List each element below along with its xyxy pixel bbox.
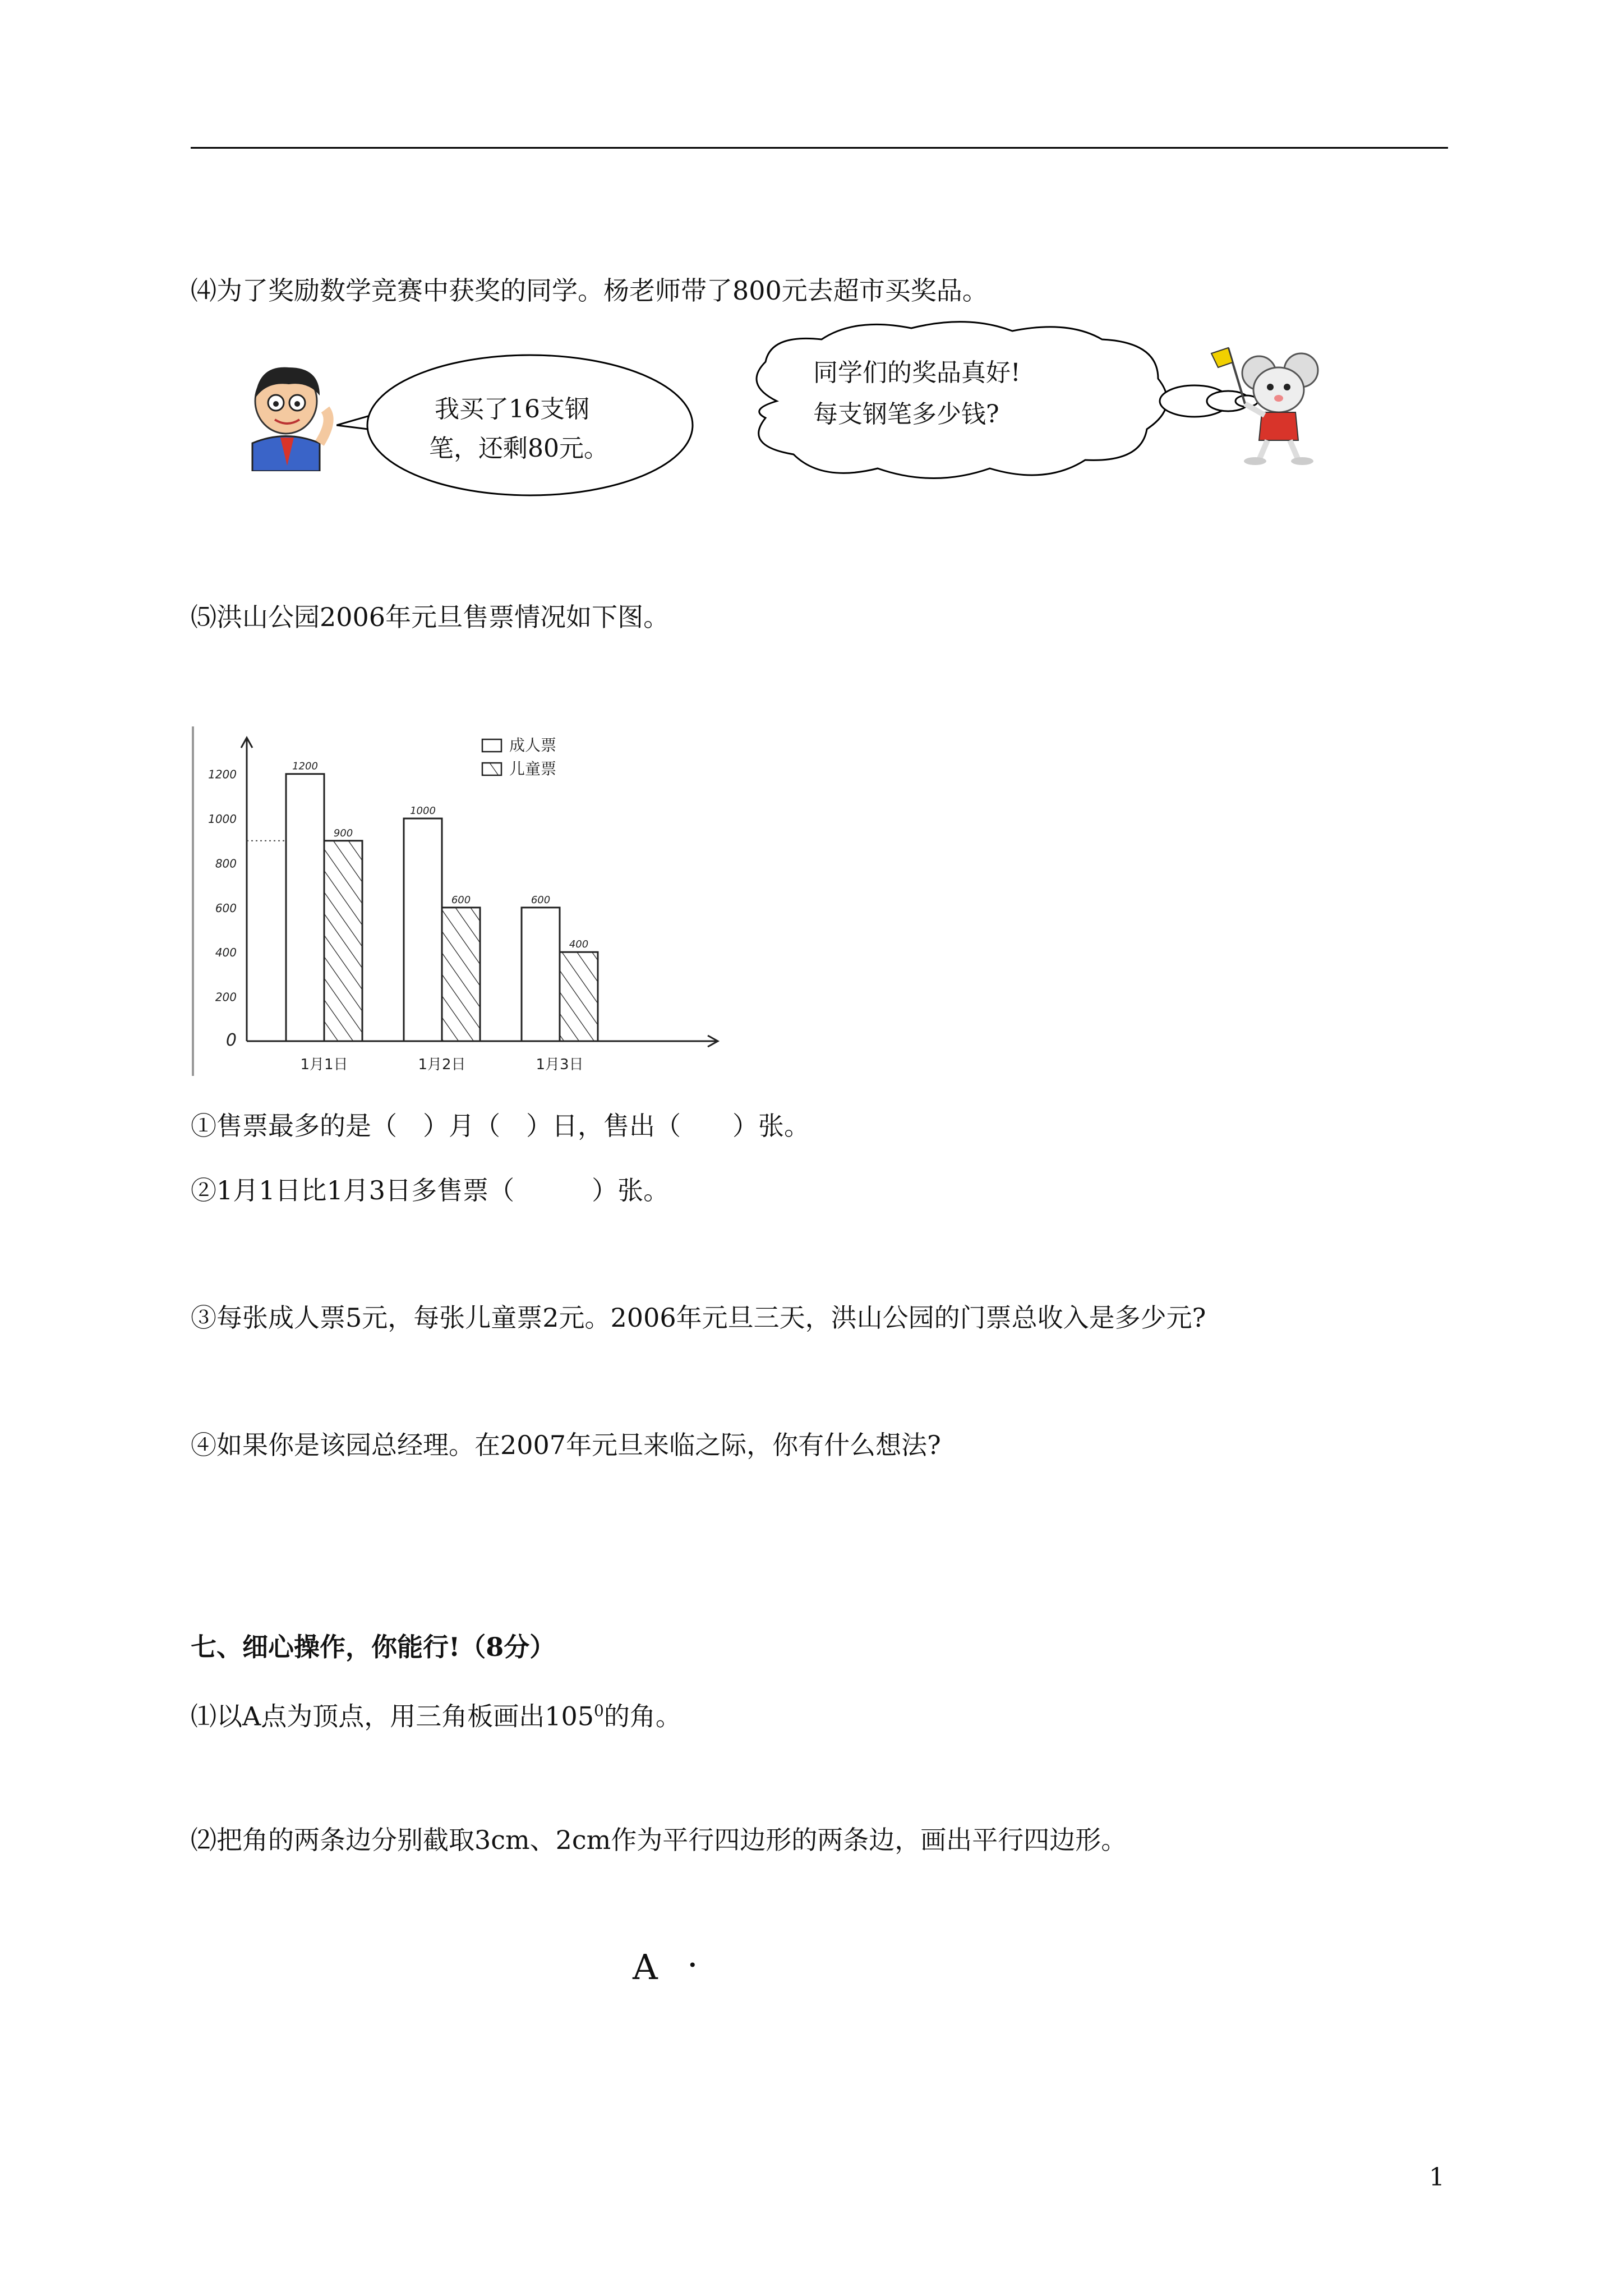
category-label: 1月1日 bbox=[300, 1056, 348, 1073]
category-label: 1月2日 bbox=[418, 1056, 466, 1073]
child-bar bbox=[560, 952, 598, 1041]
section7-q1-tail: 的角。 bbox=[603, 1701, 681, 1732]
legend-adult-swatch bbox=[482, 739, 501, 752]
bar-value-label: 1200 bbox=[292, 760, 318, 772]
y-tick-label: 600 bbox=[215, 901, 237, 915]
teacher-bubble-line-1: 我买了16支钢 bbox=[435, 395, 589, 424]
legend-label: 儿童票 bbox=[509, 760, 557, 778]
adult-bar bbox=[404, 818, 442, 1041]
page-number: 1 bbox=[1429, 2163, 1445, 2192]
ticket-sales-bar-chart bbox=[191, 724, 729, 1088]
q5-sub2: ②1月1日比1月3日多售票（ ）张。 bbox=[191, 1175, 670, 1205]
q4-stem: ⑷为了奖励数学竞赛中获奖的同学。杨老师带了800元去超市买奖品。 bbox=[191, 275, 988, 306]
point-a-label: A bbox=[633, 1947, 658, 1987]
bar-value-label: 400 bbox=[569, 938, 589, 951]
section7-q2: ⑵把角的两条边分别截取3cm、2cm作为平行四边形的两条边，画出平行四边形。 bbox=[191, 1825, 1127, 1855]
q5-sub1: ①售票最多的是（ ）月（ ）日，售出（ ）张。 bbox=[191, 1111, 810, 1141]
section7-q1-text: ⑴以A点为顶点，用三角板画出105 bbox=[191, 1701, 594, 1732]
section7-heading: 七、细心操作，你能行!（8分） bbox=[191, 1632, 556, 1662]
teacher-illustration bbox=[241, 359, 342, 471]
degree-superscript: 0 bbox=[594, 1701, 604, 1720]
legend-label: 成人票 bbox=[509, 736, 557, 754]
mouse-bubble-line-2: 每支钢笔多少钱? bbox=[813, 400, 999, 429]
teacher-bubble-line-2: 笔，还剩80元。 bbox=[429, 434, 608, 463]
section7-q1 bbox=[191, 1694, 681, 1733]
bar-value-label: 600 bbox=[451, 894, 471, 906]
category-label: 1月3日 bbox=[536, 1056, 584, 1073]
child-bar bbox=[442, 908, 480, 1041]
y-tick-label: 1000 bbox=[208, 812, 237, 826]
bar-value-label: 900 bbox=[333, 827, 353, 839]
y-tick-label: 800 bbox=[215, 857, 237, 871]
header-rule bbox=[191, 147, 1448, 149]
bar-value-label: 1000 bbox=[410, 805, 436, 817]
adult-bar bbox=[522, 908, 560, 1041]
y-tick-label: 400 bbox=[215, 946, 237, 960]
legend-child-swatch bbox=[482, 763, 501, 775]
bar-value-label: 600 bbox=[531, 894, 551, 906]
point-a-dot: · bbox=[687, 1944, 698, 1985]
mouse-bubble-line-1: 同学们的奖品真好! bbox=[813, 358, 1021, 387]
adult-bar bbox=[286, 774, 324, 1041]
mouse-mascot-illustration bbox=[1206, 342, 1335, 466]
child-bar bbox=[324, 841, 362, 1041]
q5-sub4: ④如果你是该园总经理。在2007年元旦来临之际，你有什么想法? bbox=[191, 1430, 941, 1460]
y-tick-label: 0 bbox=[225, 1030, 237, 1050]
y-tick-label: 1200 bbox=[208, 767, 237, 781]
q5-sub3: ③每张成人票5元，每张儿童票2元。2006年元旦三天，洪山公园的门票总收入是多少元? bbox=[191, 1303, 1206, 1333]
y-tick-label: 200 bbox=[215, 990, 237, 1004]
q5-stem: ⑸洪山公园2006年元旦售票情况如下图。 bbox=[191, 602, 670, 632]
